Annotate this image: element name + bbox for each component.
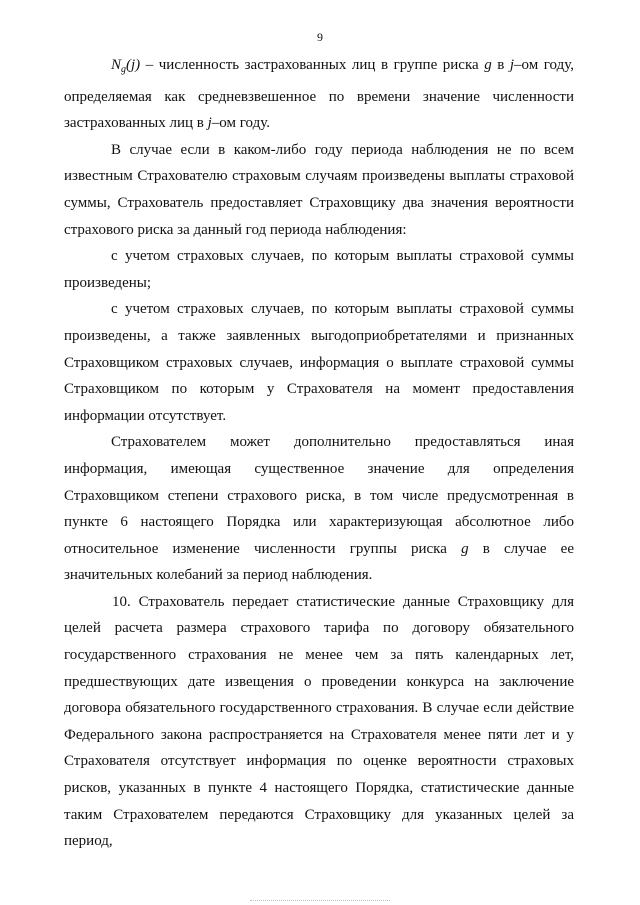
document-body [64, 52, 574, 855]
page-number: 9 [317, 30, 323, 44]
symbol-g: g [484, 57, 492, 73]
symbol-n: N [111, 57, 122, 73]
definition-text-d: –ом году. [211, 115, 270, 132]
additional-info-text-a: Страхователем может дополнительно предоставляться иная информация, имеющая существенное значение для определения Страховщиком степени страхового риска, в том числе предусмотренная в пункте 6 настоящего Порядка или характеризующая абсолютное либо относительное изменение численности группы риска [64, 434, 574, 557]
paragraph-item-10: 10. Страхователь передает статистические данные Страховщику для целей расчета размера страхового тарифа по договору обязательного государственного страхования не менее чем за пять календарных лет, предшествующих дате извещения о проведении конкурса на заключение договора обязательного государственного страхования. В случае если действие Федерального закона распространяется на Страхователя менее пяти лет и у Страхователя отсутствует информация по оценке вероятности страховых рисков, указанных в пункте 4 настоящего Порядка, статистические данные таким Страхователем передаются Страховщику для указанных целей за период, [64, 593, 574, 850]
definition-text-c: –ом году, определяемая как средневзвешенное по времени значение численности застрахованных лиц в [64, 57, 574, 132]
definition-text-b: в [491, 57, 510, 73]
paragraph-additional-info [64, 429, 574, 589]
symbol-g-group: g [461, 540, 469, 557]
paragraph-two-values: В случае если в каком-либо году периода наблюдения не по всем известным Страхователю страховым случаям произведены выплаты страховой суммы, Страхователь предоставляет Страховщику два значения вероятности страхового риска за данный год периода наблюдения: [64, 141, 574, 238]
additional-info-text-b: в случае ее значительных колебаний за период наблюдения. [64, 540, 574, 584]
symbol-subscript-g: g [121, 64, 127, 75]
paragraph-option-paid: с учетом страховых случаев, по которым выплаты страховой суммы произведены; [64, 248, 574, 291]
paragraph-definition [64, 52, 574, 137]
definition-text-a: – численность застрахованных лиц в группе риска [140, 57, 485, 73]
symbol-argument: (j) [126, 57, 141, 73]
paragraph-option-declared: с учетом страховых случаев, по которым выплаты страховой суммы произведены, а также заявленных выгодоприобретателями и признанных Страховщиком страховых случаев, информация о выплате страховой суммы Страховщиком по которым у Страхователя на момент предоставления информации отсутствует. [64, 301, 574, 424]
scan-edge-mark [250, 900, 390, 903]
symbol-j: j [509, 57, 515, 73]
symbol-j-second: j [207, 115, 212, 132]
